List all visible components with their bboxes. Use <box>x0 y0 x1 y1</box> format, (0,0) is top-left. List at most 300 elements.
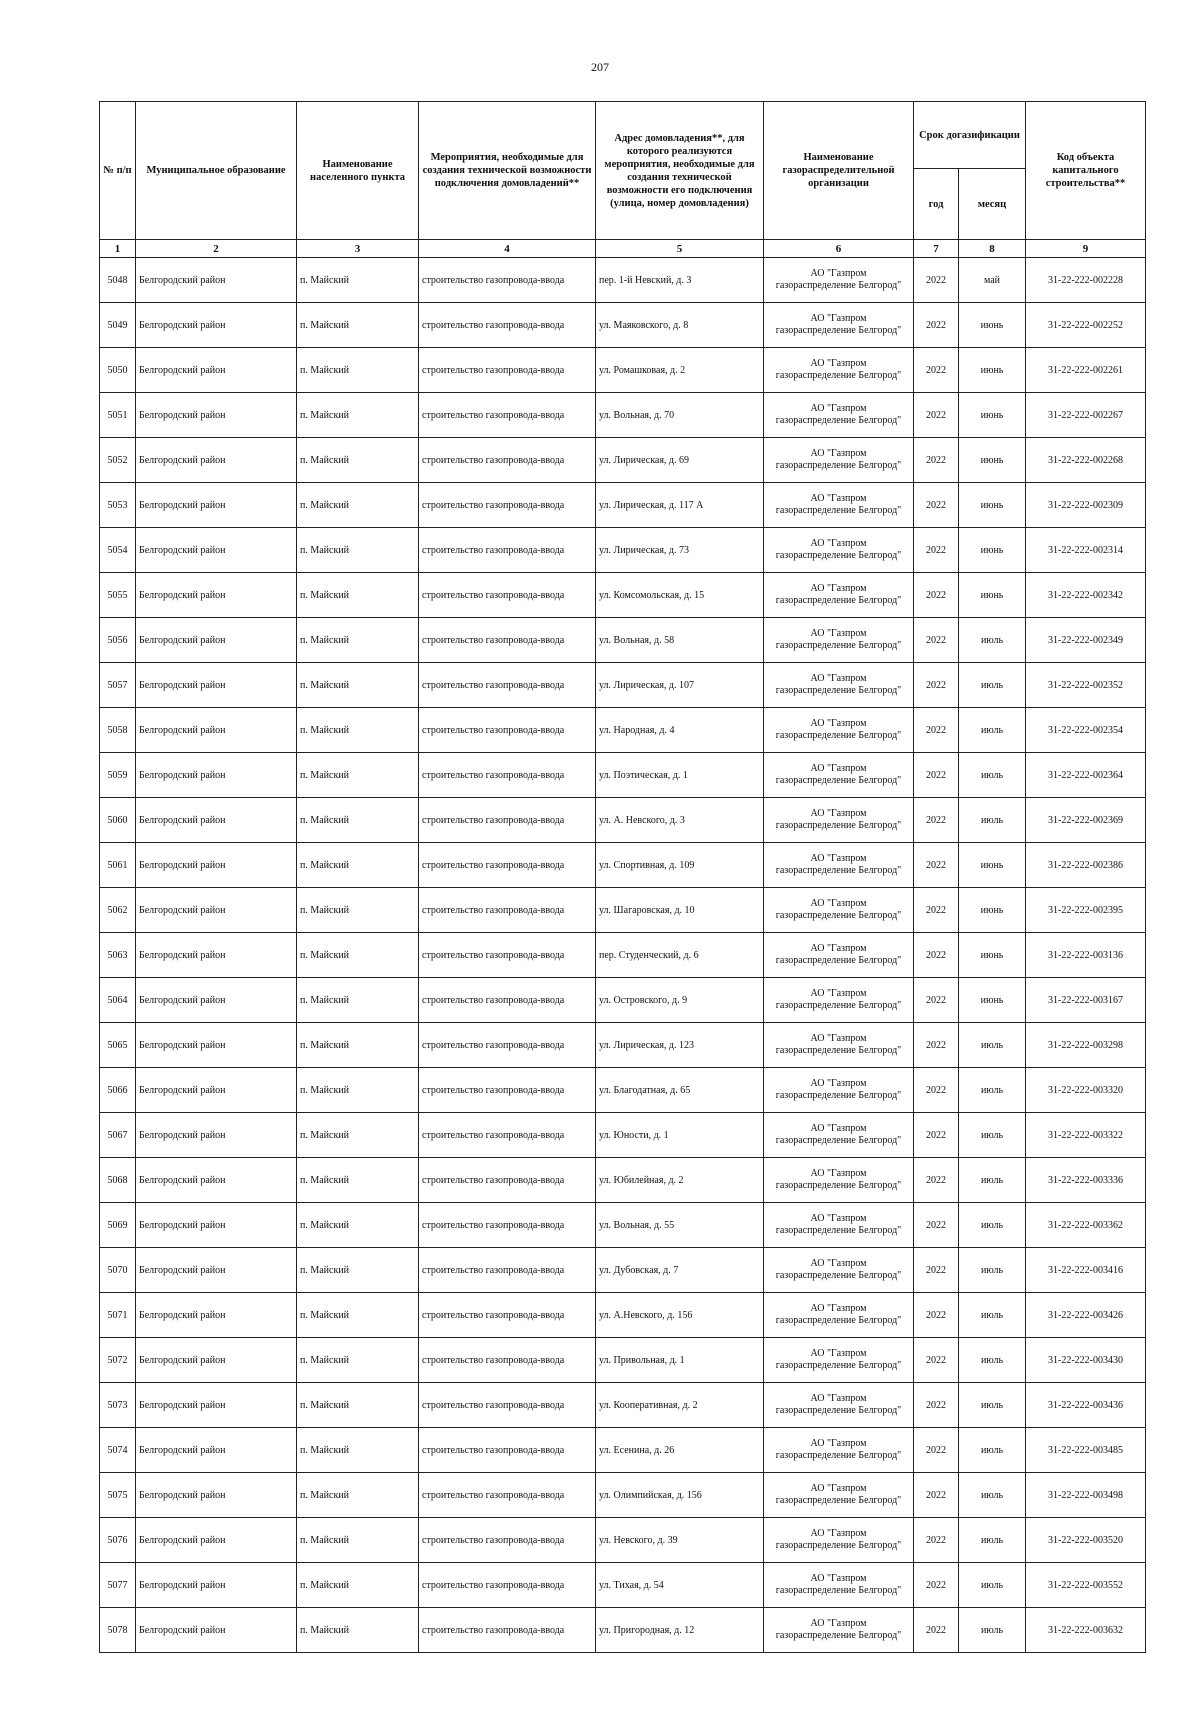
row-year: 2022 <box>914 618 959 663</box>
row-organization-line2: газораспределение Белгород" <box>775 280 902 291</box>
row-year: 2022 <box>914 933 959 978</box>
row-municipality: Белгородский район <box>136 978 297 1023</box>
row-municipality: Белгородский район <box>136 1023 297 1068</box>
row-organization <box>764 708 914 753</box>
row-address: ул. Привольная, д. 1 <box>596 1338 764 1383</box>
row-measures: строительство газопровода-ввода <box>419 1428 596 1473</box>
row-address: пер. 1-й Невский, д. 3 <box>596 258 764 303</box>
row-organization <box>764 483 914 528</box>
header-measures: Мероприятия, необходимые для создания технической возможности подключения домовладений** <box>419 102 596 240</box>
row-number: 5050 <box>100 348 136 393</box>
row-code: 31-22-222-002342 <box>1026 573 1146 618</box>
row-address: ул. Спортивная, д. 109 <box>596 843 764 888</box>
row-code: 31-22-222-003436 <box>1026 1383 1146 1428</box>
row-address: ул. Пригородная, д. 12 <box>596 1608 764 1653</box>
table-row <box>100 1383 1146 1428</box>
row-municipality: Белгородский район <box>136 483 297 528</box>
row-settlement: п. Майский <box>297 1563 419 1608</box>
row-municipality: Белгородский район <box>136 933 297 978</box>
table-row <box>100 258 1146 303</box>
row-municipality: Белгородский район <box>136 1563 297 1608</box>
row-measures: строительство газопровода-ввода <box>419 1563 596 1608</box>
row-organization <box>764 1158 914 1203</box>
row-code: 31-22-222-003552 <box>1026 1563 1146 1608</box>
table-row <box>100 1563 1146 1608</box>
row-organization-line1: АО "Газпром <box>810 718 867 729</box>
row-municipality: Белгородский район <box>136 303 297 348</box>
row-organization-line2: газораспределение Белгород" <box>775 1315 902 1326</box>
row-address: ул. Есенина, д. 26 <box>596 1428 764 1473</box>
table-row <box>100 1203 1146 1248</box>
row-settlement: п. Майский <box>297 843 419 888</box>
row-organization <box>764 393 914 438</box>
row-organization-line1: АО "Газпром <box>810 313 867 324</box>
row-year: 2022 <box>914 1563 959 1608</box>
row-number: 5048 <box>100 258 136 303</box>
row-settlement: п. Майский <box>297 348 419 393</box>
row-code: 31-22-222-002309 <box>1026 483 1146 528</box>
table-row <box>100 1068 1146 1113</box>
row-year: 2022 <box>914 528 959 573</box>
row-measures: строительство газопровода-ввода <box>419 393 596 438</box>
row-month: июль <box>959 753 1026 798</box>
row-settlement: п. Майский <box>297 1518 419 1563</box>
row-year: 2022 <box>914 1068 959 1113</box>
row-organization-line2: газораспределение Белгород" <box>775 1360 902 1371</box>
row-code: 31-22-222-002349 <box>1026 618 1146 663</box>
row-month: июнь <box>959 573 1026 618</box>
page-number: 207 <box>591 60 609 74</box>
row-number: 5070 <box>100 1248 136 1293</box>
row-organization-line1: АО "Газпром <box>810 628 867 639</box>
row-month: июнь <box>959 438 1026 483</box>
row-address: ул. Кооперативная, д. 2 <box>596 1383 764 1428</box>
table-row <box>100 303 1146 348</box>
row-municipality: Белгородский район <box>136 708 297 753</box>
header-year: год <box>914 169 959 240</box>
row-measures: строительство газопровода-ввода <box>419 1248 596 1293</box>
row-organization-line2: газораспределение Белгород" <box>775 1630 902 1641</box>
row-number: 5056 <box>100 618 136 663</box>
row-municipality: Белгородский район <box>136 618 297 663</box>
row-month: июль <box>959 1338 1026 1383</box>
row-organization-line1: АО "Газпром <box>810 1168 867 1179</box>
row-number: 5063 <box>100 933 136 978</box>
row-number: 5051 <box>100 393 136 438</box>
row-code: 31-22-222-003320 <box>1026 1068 1146 1113</box>
row-settlement: п. Майский <box>297 663 419 708</box>
row-address: ул. Лирическая, д. 117 А <box>596 483 764 528</box>
row-organization-line1: АО "Газпром <box>810 403 867 414</box>
row-code: 31-22-222-003362 <box>1026 1203 1146 1248</box>
row-address: пер. Студенческий, д. 6 <box>596 933 764 978</box>
row-measures: строительство газопровода-ввода <box>419 1518 596 1563</box>
row-municipality: Белгородский район <box>136 798 297 843</box>
table-row <box>100 393 1146 438</box>
row-number: 5054 <box>100 528 136 573</box>
row-organization-line1: АО "Газпром <box>810 1258 867 1269</box>
row-year: 2022 <box>914 1113 959 1158</box>
row-settlement: п. Майский <box>297 1338 419 1383</box>
row-year: 2022 <box>914 1473 959 1518</box>
row-measures: строительство газопровода-ввода <box>419 933 596 978</box>
row-organization-line1: АО "Газпром <box>810 898 867 909</box>
row-settlement: п. Майский <box>297 1203 419 1248</box>
header-settlement: Наименование населенного пункта <box>297 102 419 240</box>
column-number: 7 <box>914 240 959 258</box>
row-year: 2022 <box>914 303 959 348</box>
row-organization <box>764 933 914 978</box>
row-address: ул. Лирическая, д. 73 <box>596 528 764 573</box>
row-year: 2022 <box>914 1023 959 1068</box>
row-organization-line1: АО "Газпром <box>810 1303 867 1314</box>
row-organization-line1: АО "Газпром <box>810 1573 867 1584</box>
row-municipality: Белгородский район <box>136 843 297 888</box>
row-number: 5061 <box>100 843 136 888</box>
column-numbers-row <box>100 240 1146 258</box>
row-measures: строительство газопровода-ввода <box>419 1608 596 1653</box>
row-organization <box>764 348 914 393</box>
row-month: июнь <box>959 528 1026 573</box>
row-organization-line1: АО "Газпром <box>810 538 867 549</box>
table-row <box>100 1113 1146 1158</box>
column-number: 1 <box>100 240 136 258</box>
row-organization-line2: газораспределение Белгород" <box>775 955 902 966</box>
row-settlement: п. Майский <box>297 753 419 798</box>
row-settlement: п. Майский <box>297 1428 419 1473</box>
row-organization-line2: газораспределение Белгород" <box>775 865 902 876</box>
row-organization <box>764 1428 914 1473</box>
table-row <box>100 573 1146 618</box>
row-month: июль <box>959 708 1026 753</box>
row-organization-line2: газораспределение Белгород" <box>775 1090 902 1101</box>
row-month: июль <box>959 1608 1026 1653</box>
table-row <box>100 1608 1146 1653</box>
row-address: ул. Комсомольская, д. 15 <box>596 573 764 618</box>
column-number: 2 <box>136 240 297 258</box>
row-organization-line2: газораспределение Белгород" <box>775 640 902 651</box>
row-settlement: п. Майский <box>297 1473 419 1518</box>
column-number: 8 <box>959 240 1026 258</box>
row-measures: строительство газопровода-ввода <box>419 753 596 798</box>
row-address: ул. Лирическая, д. 107 <box>596 663 764 708</box>
row-settlement: п. Майский <box>297 483 419 528</box>
row-municipality: Белгородский район <box>136 258 297 303</box>
row-month: июль <box>959 1473 1026 1518</box>
row-number: 5071 <box>100 1293 136 1338</box>
row-code: 31-22-222-003416 <box>1026 1248 1146 1293</box>
row-organization-line1: АО "Газпром <box>810 1528 867 1539</box>
table-row <box>100 798 1146 843</box>
row-organization-line1: АО "Газпром <box>810 673 867 684</box>
row-organization <box>764 1473 914 1518</box>
row-code: 31-22-222-002314 <box>1026 528 1146 573</box>
row-number: 5058 <box>100 708 136 753</box>
row-number: 5057 <box>100 663 136 708</box>
row-year: 2022 <box>914 1608 959 1653</box>
row-address: ул. Шагаровская, д. 10 <box>596 888 764 933</box>
row-address: ул. Лирическая, д. 123 <box>596 1023 764 1068</box>
row-year: 2022 <box>914 843 959 888</box>
row-number: 5074 <box>100 1428 136 1473</box>
row-municipality: Белгородский район <box>136 528 297 573</box>
row-organization-line2: газораспределение Белгород" <box>775 730 902 741</box>
row-month: июль <box>959 1203 1026 1248</box>
row-year: 2022 <box>914 1158 959 1203</box>
row-month: июль <box>959 1563 1026 1608</box>
row-organization-line1: АО "Газпром <box>810 1213 867 1224</box>
row-month: июнь <box>959 303 1026 348</box>
row-month: июнь <box>959 888 1026 933</box>
row-code: 31-22-222-002228 <box>1026 258 1146 303</box>
row-measures: строительство газопровода-ввода <box>419 573 596 618</box>
row-code: 31-22-222-002261 <box>1026 348 1146 393</box>
row-code: 31-22-222-003136 <box>1026 933 1146 978</box>
row-month: июнь <box>959 393 1026 438</box>
row-organization <box>764 1248 914 1293</box>
header-num: № п/п <box>100 102 136 240</box>
row-year: 2022 <box>914 573 959 618</box>
row-organization <box>764 843 914 888</box>
row-month: июль <box>959 618 1026 663</box>
row-municipality: Белгородский район <box>136 663 297 708</box>
row-organization-line1: АО "Газпром <box>810 1483 867 1494</box>
row-code: 31-22-222-002268 <box>1026 438 1146 483</box>
row-organization-line1: АО "Газпром <box>810 1348 867 1359</box>
row-municipality: Белгородский район <box>136 1113 297 1158</box>
row-measures: строительство газопровода-ввода <box>419 483 596 528</box>
table-row <box>100 348 1146 393</box>
row-organization <box>764 1338 914 1383</box>
row-organization-line2: газораспределение Белгород" <box>775 1585 902 1596</box>
row-month: июнь <box>959 933 1026 978</box>
column-number: 3 <box>297 240 419 258</box>
row-code: 31-22-222-003167 <box>1026 978 1146 1023</box>
row-number: 5076 <box>100 1518 136 1563</box>
table-row <box>100 933 1146 978</box>
row-number: 5066 <box>100 1068 136 1113</box>
header-organization: Наименование газораспределительной организации <box>764 102 914 240</box>
row-organization-line1: АО "Газпром <box>810 853 867 864</box>
row-year: 2022 <box>914 1203 959 1248</box>
row-year: 2022 <box>914 1383 959 1428</box>
row-organization-line2: газораспределение Белгород" <box>775 1135 902 1146</box>
table-row <box>100 1473 1146 1518</box>
row-settlement: п. Майский <box>297 258 419 303</box>
table-row <box>100 708 1146 753</box>
row-month: июль <box>959 1518 1026 1563</box>
row-organization <box>764 258 914 303</box>
row-measures: строительство газопровода-ввода <box>419 1023 596 1068</box>
row-settlement: п. Майский <box>297 1023 419 1068</box>
header-month: месяц <box>959 169 1026 240</box>
row-month: июнь <box>959 483 1026 528</box>
row-organization-line1: АО "Газпром <box>810 493 867 504</box>
row-municipality: Белгородский район <box>136 1068 297 1113</box>
row-municipality: Белгородский район <box>136 1248 297 1293</box>
row-month: июнь <box>959 348 1026 393</box>
row-measures: строительство газопровода-ввода <box>419 438 596 483</box>
row-organization-line1: АО "Газпром <box>810 1393 867 1404</box>
table-row <box>100 663 1146 708</box>
table-row <box>100 1428 1146 1473</box>
row-organization-line2: газораспределение Белгород" <box>775 775 902 786</box>
row-month: июль <box>959 798 1026 843</box>
row-number: 5049 <box>100 303 136 348</box>
row-municipality: Белгородский район <box>136 753 297 798</box>
row-month: июль <box>959 1068 1026 1113</box>
row-year: 2022 <box>914 258 959 303</box>
row-organization <box>764 1563 914 1608</box>
row-month: июнь <box>959 843 1026 888</box>
header-deadline: Срок догазификации <box>914 102 1026 169</box>
row-municipality: Белгородский район <box>136 1158 297 1203</box>
table-body <box>100 258 1146 1653</box>
row-organization <box>764 1608 914 1653</box>
row-municipality: Белгородский район <box>136 573 297 618</box>
row-year: 2022 <box>914 483 959 528</box>
row-year: 2022 <box>914 1518 959 1563</box>
row-settlement: п. Майский <box>297 618 419 663</box>
row-code: 31-22-222-002267 <box>1026 393 1146 438</box>
row-number: 5075 <box>100 1473 136 1518</box>
row-number: 5052 <box>100 438 136 483</box>
row-number: 5077 <box>100 1563 136 1608</box>
table-row <box>100 483 1146 528</box>
row-month: июль <box>959 1383 1026 1428</box>
row-measures: строительство газопровода-ввода <box>419 1203 596 1248</box>
row-measures: строительство газопровода-ввода <box>419 798 596 843</box>
row-organization-line2: газораспределение Белгород" <box>775 1180 902 1191</box>
row-address: ул. Лирическая, д. 69 <box>596 438 764 483</box>
row-address: ул. Юности, д. 1 <box>596 1113 764 1158</box>
row-organization-line2: газораспределение Белгород" <box>775 460 902 471</box>
row-address: ул. Тихая, д. 54 <box>596 1563 764 1608</box>
row-organization <box>764 663 914 708</box>
row-number: 5060 <box>100 798 136 843</box>
row-measures: строительство газопровода-ввода <box>419 303 596 348</box>
row-organization <box>764 1293 914 1338</box>
row-organization-line2: газораспределение Белгород" <box>775 910 902 921</box>
row-code: 31-22-222-003336 <box>1026 1158 1146 1203</box>
row-month: июль <box>959 663 1026 708</box>
row-code: 31-22-222-003322 <box>1026 1113 1146 1158</box>
row-year: 2022 <box>914 1293 959 1338</box>
row-address: ул. А.Невского, д. 156 <box>596 1293 764 1338</box>
row-month: июль <box>959 1023 1026 1068</box>
row-settlement: п. Майский <box>297 438 419 483</box>
row-organization-line2: газораспределение Белгород" <box>775 820 902 831</box>
row-measures: строительство газопровода-ввода <box>419 528 596 573</box>
row-address: ул. Маяковского, д. 8 <box>596 303 764 348</box>
row-organization-line1: АО "Газпром <box>810 1078 867 1089</box>
row-municipality: Белгородский район <box>136 1518 297 1563</box>
row-organization-line1: АО "Газпром <box>810 583 867 594</box>
row-organization <box>764 1383 914 1428</box>
row-organization <box>764 1203 914 1248</box>
row-organization <box>764 303 914 348</box>
row-year: 2022 <box>914 663 959 708</box>
table-row <box>100 438 1146 483</box>
row-municipality: Белгородский район <box>136 1338 297 1383</box>
row-address: ул. Благодатная, д. 65 <box>596 1068 764 1113</box>
row-address: ул. Вольная, д. 55 <box>596 1203 764 1248</box>
row-address: ул. Дубовская, д. 7 <box>596 1248 764 1293</box>
row-code: 31-22-222-003632 <box>1026 1608 1146 1653</box>
row-organization <box>764 618 914 663</box>
row-number: 5072 <box>100 1338 136 1383</box>
row-organization <box>764 753 914 798</box>
table-row <box>100 843 1146 888</box>
row-organization <box>764 1113 914 1158</box>
row-organization <box>764 888 914 933</box>
row-measures: строительство газопровода-ввода <box>419 888 596 933</box>
row-number: 5055 <box>100 573 136 618</box>
row-code: 31-22-222-003498 <box>1026 1473 1146 1518</box>
row-organization-line1: АО "Газпром <box>810 808 867 819</box>
row-organization <box>764 798 914 843</box>
row-settlement: п. Майский <box>297 393 419 438</box>
row-address: ул. Невского, д. 39 <box>596 1518 764 1563</box>
row-measures: строительство газопровода-ввода <box>419 1293 596 1338</box>
row-organization <box>764 528 914 573</box>
row-year: 2022 <box>914 708 959 753</box>
row-code: 31-22-222-002395 <box>1026 888 1146 933</box>
row-settlement: п. Майский <box>297 1248 419 1293</box>
header-code: Код объекта капитального строительства** <box>1026 102 1146 240</box>
row-year: 2022 <box>914 1428 959 1473</box>
row-year: 2022 <box>914 348 959 393</box>
row-organization-line1: АО "Газпром <box>810 1618 867 1629</box>
row-number: 5062 <box>100 888 136 933</box>
row-municipality: Белгородский район <box>136 393 297 438</box>
row-measures: строительство газопровода-ввода <box>419 1113 596 1158</box>
row-number: 5069 <box>100 1203 136 1248</box>
row-code: 31-22-222-003298 <box>1026 1023 1146 1068</box>
row-year: 2022 <box>914 438 959 483</box>
header-municipality: Муниципальное образование <box>136 102 297 240</box>
row-address: ул. Вольная, д. 70 <box>596 393 764 438</box>
row-organization <box>764 573 914 618</box>
row-municipality: Белгородский район <box>136 1293 297 1338</box>
row-municipality: Белгородский район <box>136 1428 297 1473</box>
row-organization-line1: АО "Газпром <box>810 358 867 369</box>
row-organization-line1: АО "Газпром <box>810 988 867 999</box>
row-address: ул. Олимпийская, д. 156 <box>596 1473 764 1518</box>
gasification-table <box>99 101 1146 1653</box>
row-settlement: п. Майский <box>297 978 419 1023</box>
row-organization-line1: АО "Газпром <box>810 1438 867 1449</box>
table-row <box>100 978 1146 1023</box>
row-organization-line2: газораспределение Белгород" <box>775 415 902 426</box>
column-number: 4 <box>419 240 596 258</box>
row-number: 5053 <box>100 483 136 528</box>
row-settlement: п. Майский <box>297 1113 419 1158</box>
row-organization-line2: газораспределение Белгород" <box>775 1045 902 1056</box>
row-organization-line2: газораспределение Белгород" <box>775 1495 902 1506</box>
row-settlement: п. Майский <box>297 888 419 933</box>
header-row <box>100 102 1146 169</box>
row-measures: строительство газопровода-ввода <box>419 258 596 303</box>
row-month: июнь <box>959 978 1026 1023</box>
row-organization-line2: газораспределение Белгород" <box>775 325 902 336</box>
row-settlement: п. Майский <box>297 1608 419 1653</box>
row-organization-line2: газораспределение Белгород" <box>775 505 902 516</box>
row-code: 31-22-222-003430 <box>1026 1338 1146 1383</box>
table-row <box>100 1248 1146 1293</box>
row-number: 5068 <box>100 1158 136 1203</box>
row-settlement: п. Майский <box>297 573 419 618</box>
